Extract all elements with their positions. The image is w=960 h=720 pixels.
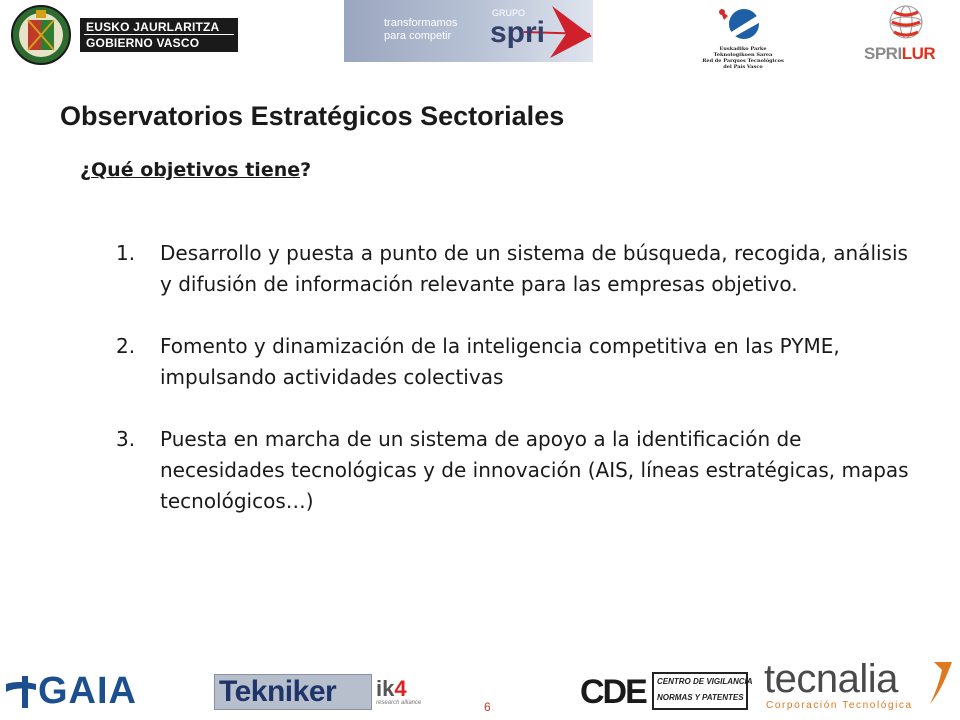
list-item xyxy=(110,424,920,517)
spri-claim xyxy=(384,17,457,43)
subtitle-underlined: Qué objetivos tiene xyxy=(91,159,301,181)
parke-teknologikoak-logo xyxy=(698,4,788,70)
list-item xyxy=(110,331,920,393)
tekniker-wordmark: Tekniker xyxy=(219,675,337,708)
tecnalia-subtitle: Corporación Tecnológica xyxy=(766,700,913,711)
tecnalia-wordmark: tecnalia xyxy=(764,657,898,701)
tecnalia-swoosh-icon xyxy=(928,658,956,708)
list-item-text: Puesta en marcha de un sistema de apoyo a la identificación de necesidades tecnológicas y de innovación (AIS, líneas estratégicas, mapas tecnológicos…) xyxy=(160,427,909,513)
wordmark-divider xyxy=(84,34,234,35)
spri-claim-line2: para competir xyxy=(384,30,452,42)
sprilur-part-b: LUR xyxy=(901,44,936,63)
sprilur-wordmark xyxy=(864,44,935,64)
tecnalia-logo xyxy=(762,656,958,716)
eusko-jaurlaritza-wordmark xyxy=(80,18,238,52)
slide-subtitle xyxy=(80,159,311,181)
parke-line2: Teknologikoen Sarea xyxy=(713,52,773,58)
sprilur-part-a: SPRI xyxy=(864,44,902,63)
page-number: 6 xyxy=(484,700,491,714)
spri-claim-line1: transformamos xyxy=(384,17,458,29)
cde-logo xyxy=(580,670,753,714)
gaia-wordmark: GAIA xyxy=(38,670,137,712)
parke-line4: del País Vasco xyxy=(723,64,763,70)
parke-text xyxy=(698,46,788,70)
eusko-line1: EUSKO JAURLARITZA xyxy=(86,20,220,34)
cde-wordmark: CDE xyxy=(580,673,646,711)
parke-line3: Red de Parques Tecnológicos xyxy=(702,58,784,64)
list-item-text: Desarrollo y puesta a punto de un sistema de búsqueda, recogida, análisis y difusión de información relevante para las empresas objetivo. xyxy=(160,241,908,296)
gaia-logo xyxy=(4,670,186,712)
subtitle-prefix: ¿ xyxy=(80,159,92,181)
list-item-number: 3. xyxy=(116,427,136,451)
ik4-part-b: 4 xyxy=(394,676,407,701)
list-item-number: 1. xyxy=(116,241,136,265)
parke-emblem-icon xyxy=(698,4,788,46)
spri-arrow-icon xyxy=(344,0,593,62)
slide-title: Observatorios Estratégicos Sectoriales xyxy=(60,101,565,131)
ik4-part-a: ik xyxy=(376,676,395,701)
eusko-line2: GOBIERNO VASCO xyxy=(86,36,200,50)
cde-box xyxy=(652,672,753,710)
tekniker-box xyxy=(214,674,372,710)
cde-box-line2: NORMAS Y PATENTES xyxy=(657,693,744,702)
parke-line1: Euskadiko Parke xyxy=(719,46,767,52)
sprilur-logo xyxy=(862,2,950,66)
spri-name: spri xyxy=(490,16,546,49)
gaia-cross-icon xyxy=(4,670,38,712)
spri-grupo-label: GRUPO xyxy=(492,8,526,18)
cde-box-line1: CENTRO DE VIGILANCIA xyxy=(657,677,753,686)
list-item-number: 2. xyxy=(116,334,136,358)
list-item xyxy=(110,238,920,300)
objectives-list xyxy=(110,238,920,548)
sprilur-globe-icon xyxy=(862,2,950,44)
subtitle-suffix: ? xyxy=(300,159,312,181)
eusko-jaurlaritza-logo xyxy=(10,4,232,66)
tekniker-ik4-logo xyxy=(214,674,440,710)
ik4-subtitle: research alliance xyxy=(376,700,422,706)
list-item-text: Fomento y dinamización de la inteligencia competitiva en las PYME, impulsando actividades colectivas xyxy=(160,334,840,389)
spri-banner xyxy=(344,0,593,62)
coat-of-arms-icon xyxy=(10,4,72,66)
ik4-wordmark xyxy=(376,676,407,702)
